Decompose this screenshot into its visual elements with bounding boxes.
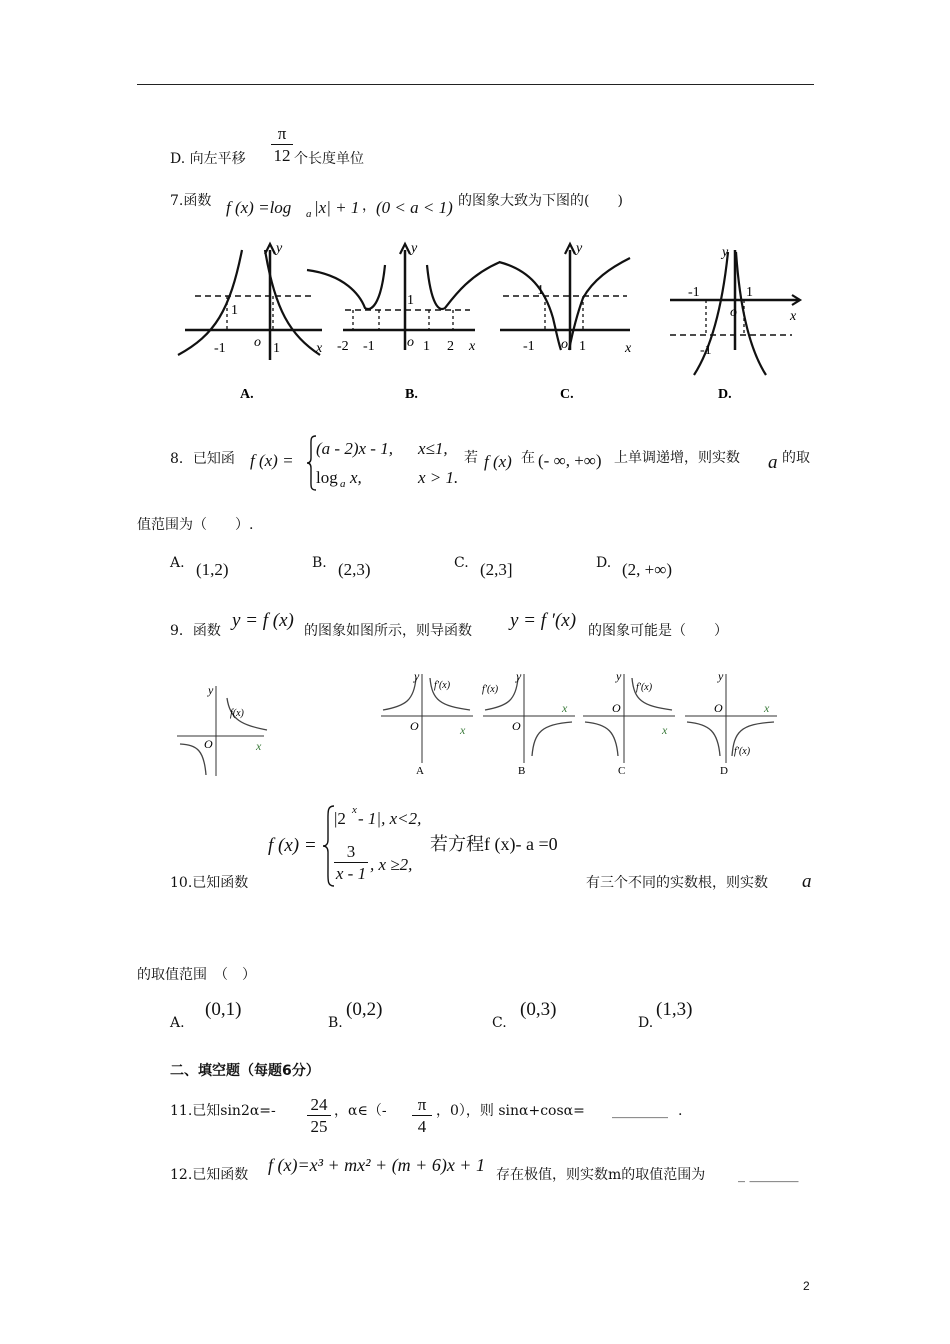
q10-fx: f (x) =	[268, 835, 317, 856]
q9d-axis-y: y	[718, 669, 724, 683]
section-2-heading: 二、填空题（每题6分）	[170, 1063, 320, 1079]
q8-option-a-label: A.	[170, 555, 185, 571]
q12-func: f (x)=x³ + mx² + (m + 6)x + 1	[268, 1155, 485, 1175]
q7a-axis-y: y	[276, 241, 283, 256]
q6-frac-den: 12	[273, 146, 291, 165]
q10-option-a-value: (0,1)	[205, 999, 242, 1020]
q11-mid2: ，0），则 sinα+cosα=	[436, 1103, 585, 1119]
q12-prefix: 12.已知函数	[170, 1167, 249, 1183]
q11-frac2	[412, 1096, 432, 1135]
q9d-axis-x: x	[764, 701, 770, 715]
q10-line2: 的取值范围 （ ）	[137, 967, 256, 983]
q9-option-b-graph	[480, 668, 580, 778]
q10-option-b-value: (0,2)	[346, 999, 383, 1020]
q8-a: a	[768, 452, 778, 473]
q10-case2-tail: , x ≥2,	[370, 855, 413, 874]
q12-tail: 存在极值，则实数m的取值范围为	[496, 1167, 706, 1183]
q7b-tick-2: 2	[447, 339, 454, 354]
q10-prefix: 10.已知函数	[170, 875, 249, 891]
q9a-origin: O	[410, 719, 419, 733]
q7-graph-d	[660, 240, 810, 405]
q9c-axis-y: y	[616, 669, 622, 683]
q9c-axis-x: x	[662, 723, 668, 737]
q8-option-c-label: C.	[454, 555, 469, 571]
q7-condition: (0 < a < 1)	[376, 198, 453, 217]
q10-option-b-label: B.	[328, 1015, 343, 1031]
q12-blank[interactable]: _ _______	[738, 1167, 799, 1183]
q8-tail: 上单调递增，则实数	[614, 450, 740, 466]
q10-case1-tail: - 1|, x<2,	[358, 809, 422, 828]
q9f-axis-x: x	[256, 739, 262, 753]
q7c-label: C.	[560, 387, 574, 402]
q10-option-d-value: (1,3)	[656, 999, 693, 1020]
q10-tail: 有三个不同的实数根，则实数	[586, 875, 768, 891]
q7a-tick-neg1: -1	[214, 341, 226, 356]
page-number: 2	[803, 1279, 810, 1293]
q7b-tick-1: 1	[423, 339, 430, 354]
q8-cond1: x≤1,	[418, 439, 448, 458]
q10-option-a-label: A.	[170, 1015, 185, 1031]
q11-blank[interactable]: ________	[612, 1103, 668, 1119]
q7d-axis-y: y	[722, 245, 729, 260]
q7b-origin: o	[407, 335, 414, 350]
q9-option-b: B	[518, 765, 526, 777]
q11-frac1-den: 25	[310, 1117, 328, 1136]
q9-tail: 的图象可能是（ ）	[588, 623, 728, 639]
q6-frac-num: π	[277, 124, 287, 143]
q6-tail: 个长度单位	[294, 151, 364, 167]
q8-fx: f (x) =	[250, 451, 294, 470]
q9f-label: f(x)	[230, 708, 244, 719]
q7b-axis-x: x	[469, 339, 476, 354]
q7-tail: 的图象大致为下图的( )	[458, 193, 623, 209]
q8-line2: 值范围为（ ）.	[137, 517, 254, 533]
q10-equation: 若方程f (x)- a =0	[430, 834, 558, 854]
q9a-label: f′(x)	[434, 680, 451, 691]
q7d-tick-y-neg1: -1	[700, 343, 712, 358]
q8-option-d-label: D.	[596, 555, 612, 571]
q8-case2-x: x,	[350, 468, 362, 487]
q7-func-sub: a	[306, 208, 312, 220]
q8-option-d-value: (2, +∞)	[622, 560, 673, 579]
q11-mid: ，α∈（-	[334, 1103, 387, 1119]
q10-case2-frac	[334, 843, 368, 882]
q10-option-d-label: D.	[638, 1015, 654, 1031]
q9-option-a: A	[416, 765, 424, 777]
q8-case2-sub: a	[340, 478, 346, 490]
q7a-origin: o	[254, 335, 261, 350]
q8-fx2: f (x)	[484, 452, 512, 471]
q11-end: .	[678, 1103, 683, 1119]
q10-case2-num: 3	[346, 842, 356, 861]
q9-option-a-graph	[378, 668, 478, 778]
q9b-origin: O	[512, 719, 521, 733]
q7c-tick-neg1: -1	[523, 339, 535, 354]
q7d-tick-1: 1	[746, 285, 753, 300]
q9a-axis-y: y	[414, 669, 420, 683]
q9b-axis-y: y	[516, 669, 522, 683]
q8-option-b-label: B.	[312, 555, 327, 571]
q11-frac2-num: π	[417, 1095, 427, 1114]
q9f-axis-y: y	[208, 683, 214, 697]
header-rule	[137, 84, 814, 85]
q7b-label: B.	[405, 387, 418, 402]
q7-prefix: 7.函数	[170, 193, 212, 209]
q9b-axis-x: x	[562, 701, 568, 715]
q7b-tick-y1: 1	[407, 293, 414, 308]
q7-graph-b	[305, 240, 490, 405]
q9c-origin: O	[612, 701, 621, 715]
q7d-tick-neg1: -1	[688, 285, 700, 300]
q7-func-abs: |x| + 1	[314, 198, 360, 217]
q9-prefix: 9．函数	[170, 623, 221, 639]
q8-case1: (a - 2)x - 1,	[316, 439, 393, 458]
q8-cond2: x > 1.	[418, 468, 459, 487]
q10-case1: |2	[334, 809, 346, 828]
q9-option-c: C	[618, 765, 626, 777]
q10-case2-den: x - 1	[335, 864, 367, 883]
q6-option-label: D. 向左平移	[170, 151, 246, 167]
q7a-label: A.	[240, 387, 254, 402]
q9f-origin: O	[204, 737, 213, 751]
q7b-tick-neg2: -2	[337, 339, 349, 354]
q8-qu: 的取	[782, 450, 810, 466]
q9c-label: f′(x)	[636, 682, 653, 693]
q8-option-b-value: (2,3)	[338, 560, 371, 579]
q7-graph-c	[495, 240, 645, 405]
q8-ruo: 若	[464, 450, 478, 466]
q7a-tick-y1: 1	[231, 303, 238, 318]
q7d-origin: o	[730, 305, 737, 320]
q7-func: f (x) =log	[226, 198, 292, 217]
q8-prefix: 8．已知函	[170, 451, 235, 467]
q7-sep: ，	[362, 198, 376, 214]
q9-f2: y = f ′(x)	[510, 610, 577, 631]
q11-frac2-den: 4	[417, 1117, 427, 1136]
q8-option-c-value: (2,3]	[480, 560, 513, 579]
q8-interval: (- ∞, +∞)	[538, 451, 602, 470]
q9-graph-f	[172, 680, 272, 780]
q9b-label: f′(x)	[482, 684, 499, 695]
q8-zai: 在	[521, 450, 535, 466]
q7c-tick-1: 1	[579, 339, 586, 354]
q7c-tick-y1: 1	[537, 283, 544, 298]
q11-prefix: 11.已知sin2α=-	[170, 1103, 276, 1119]
q9-mid: 的图象如图所示，则导函数	[304, 623, 472, 639]
q10-a: a	[802, 871, 812, 892]
q8-option-a-value: (1,2)	[196, 560, 229, 579]
q9d-origin: O	[714, 701, 723, 715]
q7c-axis-x: x	[625, 341, 632, 356]
q7b-axis-y: y	[411, 241, 418, 256]
q7c-axis-y: y	[576, 241, 583, 256]
q7c-origin: o	[561, 337, 568, 352]
q7a-axis-x: x	[316, 341, 323, 356]
q7a-tick-1: 1	[273, 341, 280, 356]
q11-frac1	[307, 1096, 331, 1135]
q6-fraction	[271, 125, 293, 164]
q8-case2-log: log	[316, 468, 338, 487]
q9-option-d: D	[720, 765, 728, 777]
q9-option-d-graph	[682, 668, 782, 778]
q9-f1: y = f (x)	[232, 610, 294, 631]
q10-option-c-label: C.	[492, 1015, 507, 1031]
q9a-axis-x: x	[460, 723, 466, 737]
q11-frac1-num: 24	[310, 1095, 328, 1114]
q9d-label: f′(x)	[734, 746, 751, 757]
q10-case1-sup: x	[352, 804, 357, 816]
q9-option-c-graph	[580, 668, 680, 778]
q7b-tick-neg1: -1	[363, 339, 375, 354]
q10-option-c-value: (0,3)	[520, 999, 557, 1020]
q7d-label: D.	[718, 387, 732, 402]
q7d-axis-x: x	[790, 309, 797, 324]
